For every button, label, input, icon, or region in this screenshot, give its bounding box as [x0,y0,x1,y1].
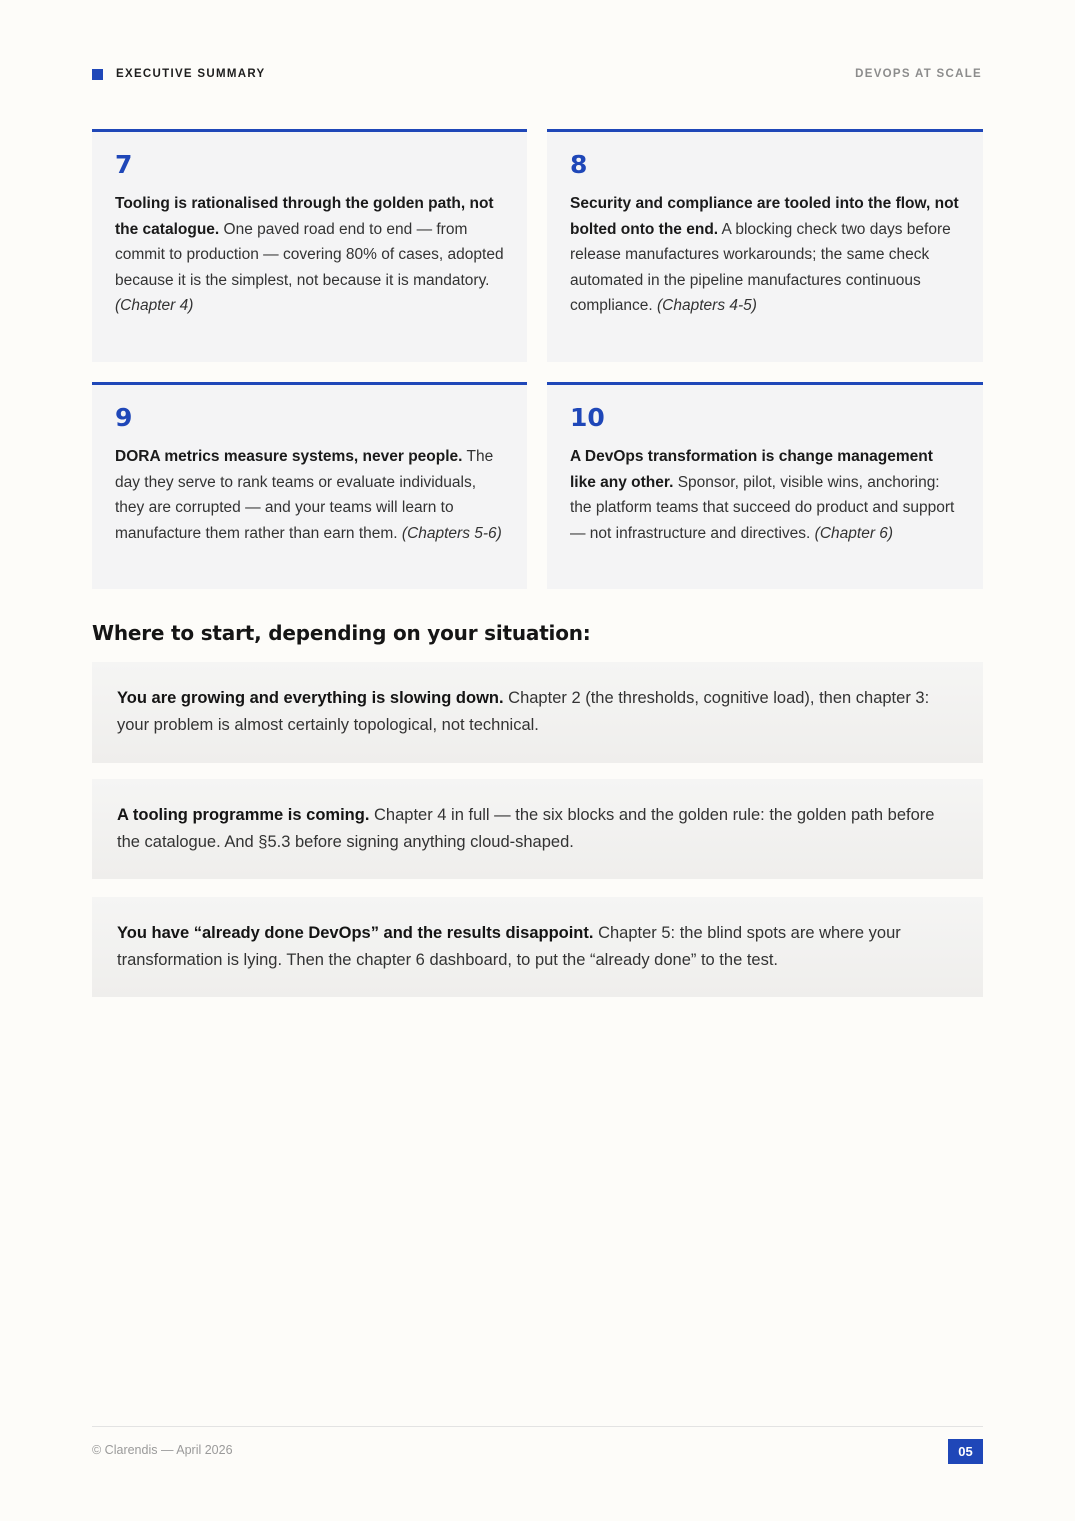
where-to-start-heading: Where to start, depending on your situation: [92,621,591,645]
card-body: One paved road end to end — from commit to production — covering 80% of cases, adopted because it is the simplest, not because it is mandatory. [115,220,504,289]
card-headline: DORA metrics measure systems, never people. [115,448,463,465]
situation-text: Chapter 5: the blind spots are where your transformation is lying. Then the chapter 6 dashboard, to put the “already done” to the test. [117,924,901,969]
card-number: 10 [570,403,605,432]
card-reference: (Chapters 4-5) [657,297,757,314]
situation-box [92,897,983,997]
card-reference: (Chapter 4) [115,297,194,314]
footer-divider [92,1426,983,1427]
card-reference: (Chapter 6) [814,524,894,542]
section-header [92,68,265,80]
card-number: 7 [115,150,133,179]
card-body: The day they serve to rank teams or evaluate individuals, they are corrupted — and your teams will learn to manufacture them rather than earn them. [115,448,494,542]
card-text [115,191,504,319]
situation-headline: You have “already done DevOps” and the results disappoint. [117,924,594,942]
section-label: EXECUTIVE SUMMARY [116,68,266,80]
situation-text: Chapter 4 in full — the six blocks and the golden rule: the golden path before the catalogue. And §5.3 before signing anything cloud-shaped. [117,806,935,851]
footer-copyright: © Clarendis — April 2026 [92,1443,233,1457]
takeaway-cards [92,129,983,589]
document-title: DEVOPS AT SCALE [855,68,982,80]
takeaway-card [547,382,983,589]
takeaway-card [547,129,983,362]
card-body: Sponsor, pilot, visible wins, anchoring: the platform teams that succeed do product and support — not infrastructure and directives. [570,473,955,542]
card-headline: Security and compliance are tooled into the flow, not bolted onto the end. [570,195,959,238]
card-headline: A DevOps transformation is change management like any other. [570,448,933,491]
takeaway-card [92,129,527,362]
situation-box [92,662,983,763]
takeaway-card [92,382,527,589]
card-headline: Tooling is rationalised through the golden path, not the catalogue. [115,195,494,238]
card-number: 8 [570,150,588,179]
situation-box [92,779,983,879]
section-marker [92,69,103,80]
card-text [115,444,504,546]
page-header [92,66,982,82]
page-number: 05 [948,1439,983,1464]
situation-headline: You are growing and everything is slowing down. [117,689,504,707]
situation-text: Chapter 2 (the thresholds, cognitive load), then chapter 3: your problem is almost certainly topological, not technical. [117,689,930,734]
card-text [570,191,960,319]
card-number: 9 [115,403,133,432]
card-body: A blocking check two days before release manufactures workarounds; the same check automated in the pipeline manufactures continuous compliance. [570,220,951,314]
card-text [570,444,960,546]
situation-headline: A tooling programme is coming. [117,806,370,824]
card-reference: (Chapters 5-6) [401,524,502,542]
